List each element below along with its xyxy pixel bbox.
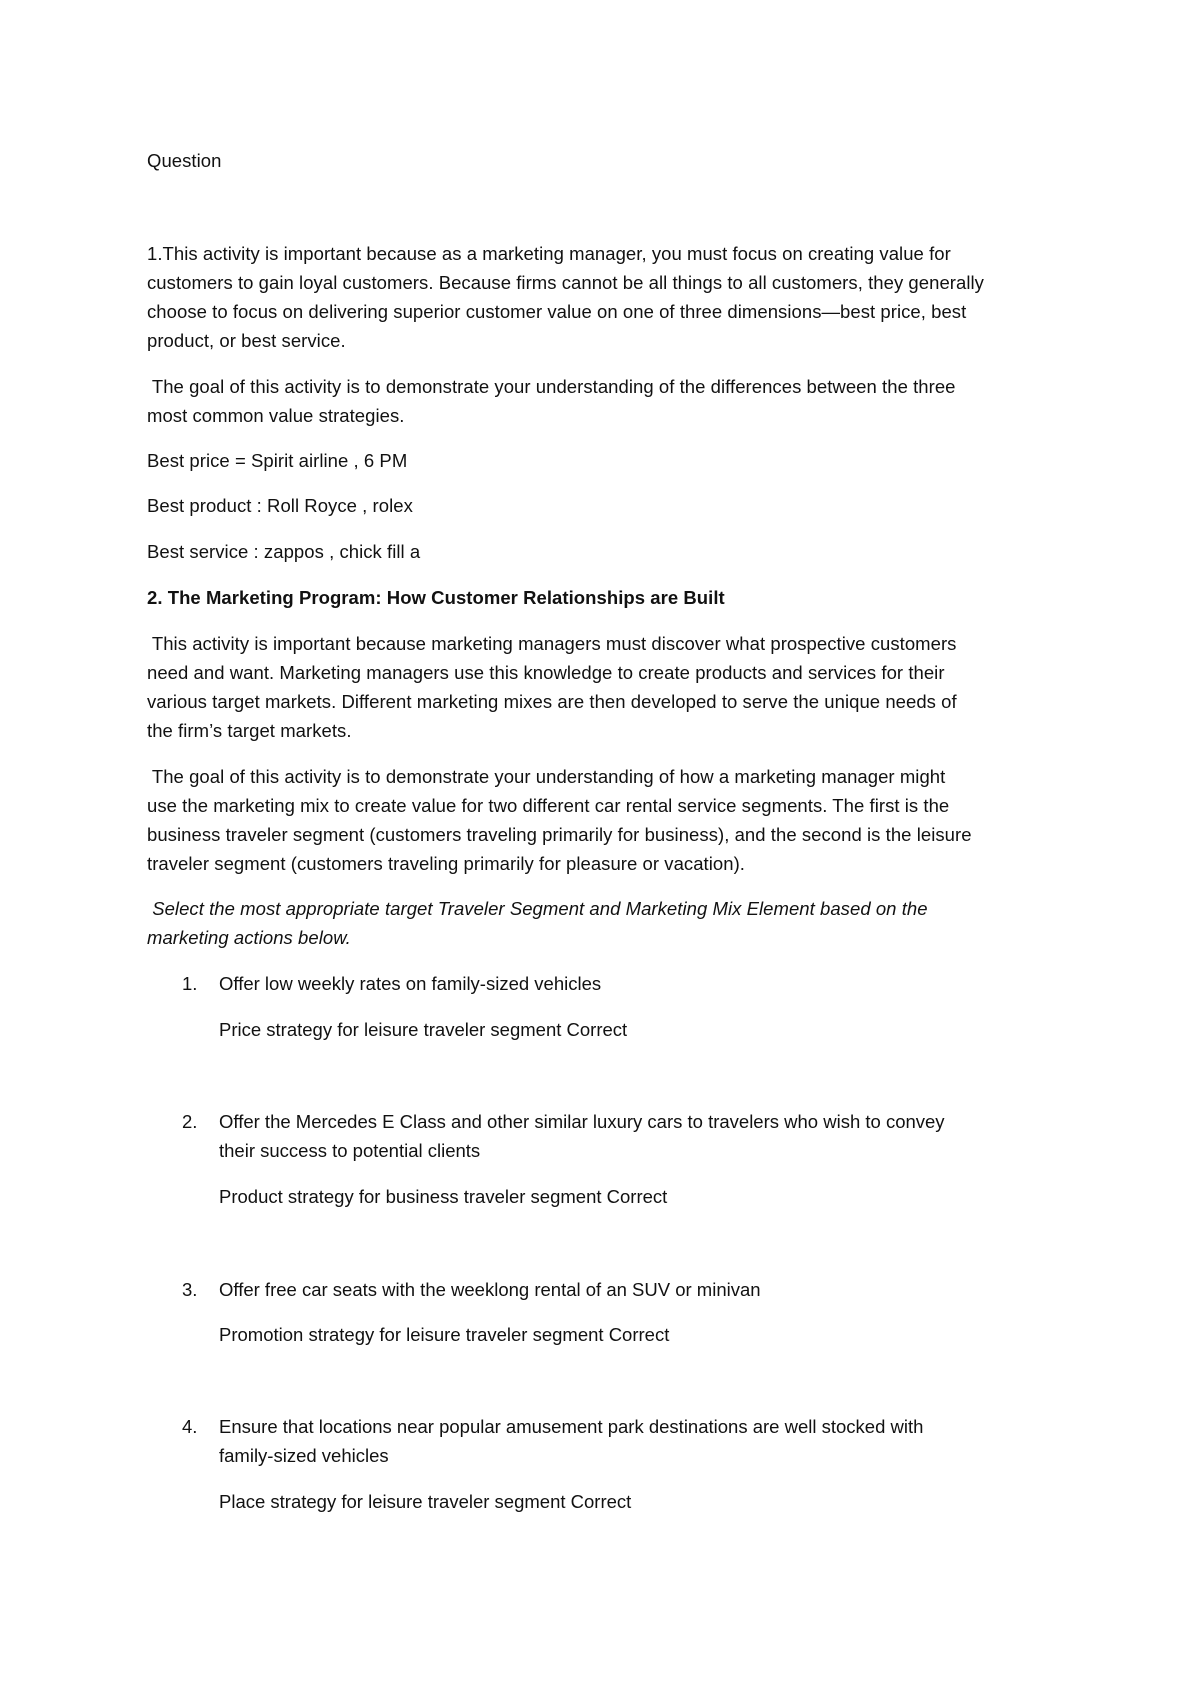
list-item-action: Offer free car seats with the weeklong rental of an SUV or minivan: [219, 1279, 761, 1300]
list-item-answer: Place strategy for leisure traveler segment Correct: [219, 1491, 632, 1512]
list-item-action: Ensure that locations near popular amusement park destinations are well stocked with: [219, 1416, 924, 1437]
q2-title: 2. The Marketing Program: How Customer Relationships are Built: [147, 587, 725, 608]
q2-instruction-line: marketing actions below.: [147, 927, 351, 948]
list-item-answer: Product strategy for business traveler segment Correct: [219, 1186, 668, 1207]
list-item-action: Offer the Mercedes E Class and other similar luxury cars to travelers who wish to convey: [219, 1111, 945, 1132]
best-price-line: Best price = Spirit airline , 6 PM: [147, 450, 408, 471]
list-item-number: 3.: [182, 1279, 198, 1300]
page-heading: Question: [147, 150, 222, 171]
q2-goal-line: The goal of this activity is to demonstrate your understanding of how a marketing manager might: [147, 766, 946, 787]
list-item-action: Offer low weekly rates on family-sized vehicles: [219, 973, 602, 994]
q1-goal-line: The goal of this activity is to demonstrate your understanding of the differences between the three: [147, 376, 956, 397]
q1-goal-line: most common value strategies.: [147, 405, 405, 426]
q2-goal-line: use the marketing mix to create value for two different car rental service segments. The first is the: [147, 795, 950, 816]
list-item-action: family-sized vehicles: [219, 1445, 389, 1466]
list-item-number: 4.: [182, 1416, 198, 1437]
list-item-number: 2.: [182, 1111, 198, 1132]
q1-line: product, or best service.: [147, 330, 346, 351]
q2-intro-line: various target markets. Different marketing mixes are then developed to serve the unique needs of: [147, 691, 957, 712]
list-item-answer: Price strategy for leisure traveler segment Correct: [219, 1019, 628, 1040]
q1-line: 1.This activity is important because as a marketing manager, you must focus on creating value for: [147, 243, 951, 264]
q2-intro-line: This activity is important because marketing managers must discover what prospective customers: [147, 633, 957, 654]
list-item-number: 1.: [182, 973, 198, 994]
best-product-line: Best product : Roll Royce , rolex: [147, 495, 413, 516]
q2-intro-line: the firm’s target markets.: [147, 720, 352, 741]
list-item-action: their success to potential clients: [219, 1140, 481, 1161]
q1-line: customers to gain loyal customers. Because firms cannot be all things to all customers, they generally: [147, 272, 984, 293]
list-item-answer: Promotion strategy for leisure traveler segment Correct: [219, 1324, 670, 1345]
q2-goal-line: business traveler segment (customers traveling primarily for business), and the second is the leisure: [147, 824, 972, 845]
q2-instruction-line: Select the most appropriate target Traveler Segment and Marketing Mix Element based on the: [147, 898, 928, 919]
q2-intro-line: need and want. Marketing managers use this knowledge to create products and services for their: [147, 662, 945, 683]
best-service-line: Best service : zappos , chick fill a: [147, 541, 421, 562]
q2-goal-line: traveler segment (customers traveling primarily for pleasure or vacation).: [147, 853, 745, 874]
q1-line: choose to focus on delivering superior customer value on one of three dimensions—best price, best: [147, 301, 967, 322]
